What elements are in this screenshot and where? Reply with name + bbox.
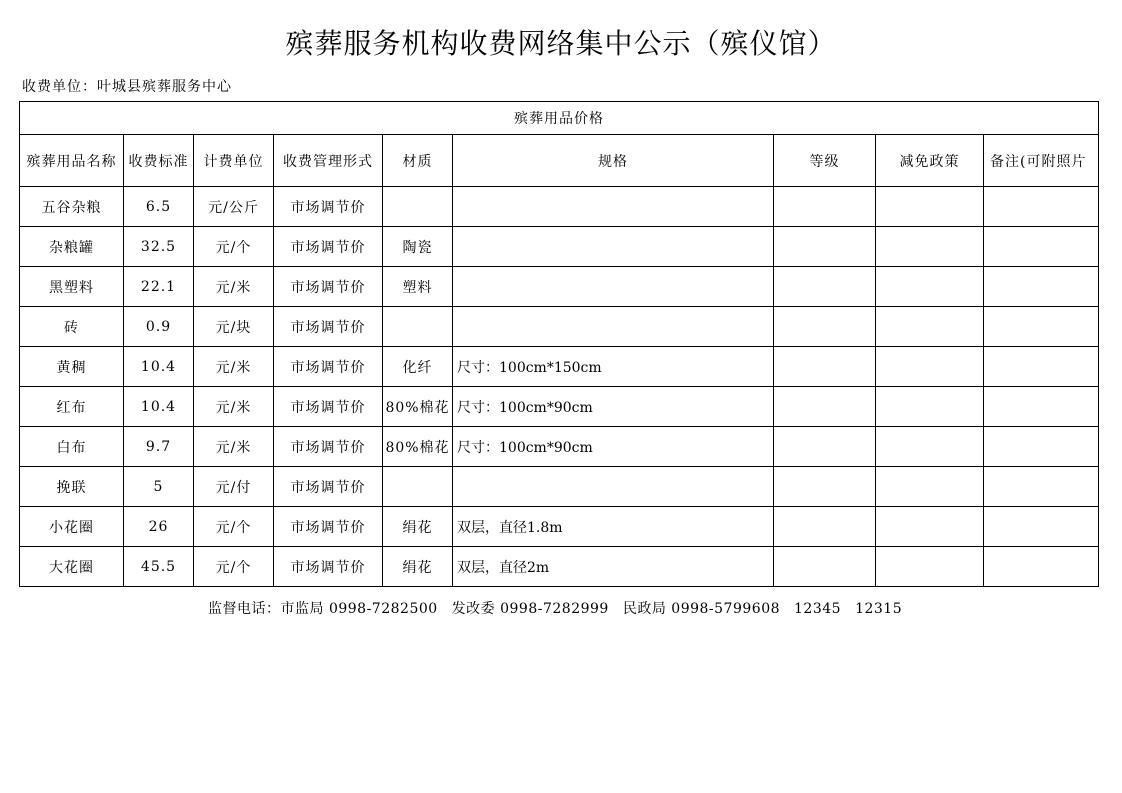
material-cell: 陶瓷 xyxy=(383,227,453,267)
material-cell xyxy=(383,467,453,507)
price-cell: 32.5 xyxy=(124,227,194,267)
hotline-item: 民政局 0998-5799608 xyxy=(622,601,781,617)
price-cell: 10.4 xyxy=(124,347,194,387)
billing-unit-cell: 元/个 xyxy=(194,547,274,587)
price-cell: 45.5 xyxy=(124,547,194,587)
item-name-cell: 黄稠 xyxy=(20,347,124,387)
header-cell: 备注(可附照片 xyxy=(984,135,1099,187)
material-cell: 80%棉花 xyxy=(383,427,453,467)
reduction-policy-cell xyxy=(876,507,984,547)
billing-unit-cell: 元/米 xyxy=(194,347,274,387)
hotline-item: 12315 xyxy=(855,601,903,617)
item-name-cell: 砖 xyxy=(20,307,124,347)
table-row xyxy=(20,387,1099,427)
material-cell xyxy=(383,307,453,347)
spec-cell: 尺寸：100cm*90cm xyxy=(453,427,774,467)
fee-table xyxy=(19,101,1099,587)
charging-unit xyxy=(22,76,232,96)
price-cell: 22.1 xyxy=(124,267,194,307)
material-cell: 塑料 xyxy=(383,267,453,307)
billing-unit-cell: 元/米 xyxy=(194,387,274,427)
management-form-cell: 市场调节价 xyxy=(274,427,383,467)
material-cell: 绢花 xyxy=(383,547,453,587)
item-name-cell: 挽联 xyxy=(20,467,124,507)
table-row xyxy=(20,347,1099,387)
remark-cell xyxy=(984,467,1099,507)
section-row xyxy=(20,102,1099,135)
material-cell: 80%棉花 xyxy=(383,387,453,427)
reduction-policy-cell xyxy=(876,467,984,507)
remark-cell xyxy=(984,267,1099,307)
billing-unit-cell: 元/米 xyxy=(194,427,274,467)
remark-cell xyxy=(984,307,1099,347)
header-cell: 材质 xyxy=(383,135,453,187)
spec-cell xyxy=(453,267,774,307)
reduction-policy-cell xyxy=(876,267,984,307)
remark-cell xyxy=(984,347,1099,387)
table-row xyxy=(20,227,1099,267)
item-name-cell: 杂粮罐 xyxy=(20,227,124,267)
page-title: 殡葬服务机构收费网络集中公示（殡仪馆） xyxy=(285,27,837,60)
remark-cell xyxy=(984,507,1099,547)
hotline-item: 发改委 0998-7282999 xyxy=(451,601,609,617)
spec-cell: 尺寸：100cm*150cm xyxy=(453,347,774,387)
grade-cell xyxy=(774,427,876,467)
spec-cell xyxy=(453,467,774,507)
spec-cell: 双层，直径1.8m xyxy=(453,507,774,547)
table-body xyxy=(20,187,1099,587)
reduction-policy-cell xyxy=(876,387,984,427)
price-cell: 5 xyxy=(124,467,194,507)
spec-cell: 双层，直径2m xyxy=(453,547,774,587)
supervision-hotlines xyxy=(208,598,916,618)
spec-cell xyxy=(453,227,774,267)
billing-unit-cell: 元/块 xyxy=(194,307,274,347)
remark-cell xyxy=(984,427,1099,467)
header-cell: 收费标准 xyxy=(124,135,194,187)
spec-cell xyxy=(453,187,774,227)
management-form-cell: 市场调节价 xyxy=(274,307,383,347)
grade-cell xyxy=(774,267,876,307)
grade-cell xyxy=(774,307,876,347)
charging-unit-label: 收费单位： xyxy=(22,79,97,95)
price-cell: 0.9 xyxy=(124,307,194,347)
header-cell: 计费单位 xyxy=(194,135,274,187)
charging-unit-name: 叶城县殡葬服务中心 xyxy=(97,79,232,95)
price-cell: 9.7 xyxy=(124,427,194,467)
reduction-policy-cell xyxy=(876,227,984,267)
remark-cell xyxy=(984,227,1099,267)
reduction-policy-cell xyxy=(876,347,984,387)
table-row xyxy=(20,467,1099,507)
item-name-cell: 黑塑料 xyxy=(20,267,124,307)
item-name-cell: 红布 xyxy=(20,387,124,427)
item-name-cell: 五谷杂粮 xyxy=(20,187,124,227)
billing-unit-cell: 元/付 xyxy=(194,467,274,507)
reduction-policy-cell xyxy=(876,187,984,227)
spec-cell: 尺寸：100cm*90cm xyxy=(453,387,774,427)
remark-cell xyxy=(984,387,1099,427)
grade-cell xyxy=(774,227,876,267)
reduction-policy-cell xyxy=(876,427,984,467)
price-cell: 26 xyxy=(124,507,194,547)
grade-cell xyxy=(774,467,876,507)
management-form-cell: 市场调节价 xyxy=(274,387,383,427)
billing-unit-cell: 元/米 xyxy=(194,267,274,307)
table-row xyxy=(20,307,1099,347)
grade-cell xyxy=(774,387,876,427)
header-cell: 减免政策 xyxy=(876,135,984,187)
billing-unit-cell: 元/个 xyxy=(194,507,274,547)
price-cell: 6.5 xyxy=(124,187,194,227)
management-form-cell: 市场调节价 xyxy=(274,507,383,547)
remark-cell xyxy=(984,187,1099,227)
header-row xyxy=(20,135,1099,187)
table-row xyxy=(20,187,1099,227)
header-cell: 殡葬用品名称 xyxy=(20,135,124,187)
section-title: 殡葬用品价格 xyxy=(20,102,1099,135)
material-cell xyxy=(383,187,453,227)
material-cell: 化纤 xyxy=(383,347,453,387)
reduction-policy-cell xyxy=(876,547,984,587)
table-row xyxy=(20,427,1099,467)
billing-unit-cell: 元/个 xyxy=(194,227,274,267)
item-name-cell: 大花圈 xyxy=(20,547,124,587)
management-form-cell: 市场调节价 xyxy=(274,227,383,267)
table-row xyxy=(20,547,1099,587)
hotline-item: 12345 xyxy=(794,601,842,617)
grade-cell xyxy=(774,187,876,227)
price-cell: 10.4 xyxy=(124,387,194,427)
management-form-cell: 市场调节价 xyxy=(274,467,383,507)
grade-cell xyxy=(774,507,876,547)
management-form-cell: 市场调节价 xyxy=(274,547,383,587)
table-row xyxy=(20,507,1099,547)
spec-cell xyxy=(453,307,774,347)
header-cell: 等级 xyxy=(774,135,876,187)
item-name-cell: 白布 xyxy=(20,427,124,467)
billing-unit-cell: 元/公斤 xyxy=(194,187,274,227)
header-cell: 收费管理形式 xyxy=(274,135,383,187)
management-form-cell: 市场调节价 xyxy=(274,347,383,387)
material-cell: 绢花 xyxy=(383,507,453,547)
hotline-item: 市监局 0998-7282500 xyxy=(280,601,438,617)
item-name-cell: 小花圈 xyxy=(20,507,124,547)
reduction-policy-cell xyxy=(876,307,984,347)
management-form-cell: 市场调节价 xyxy=(274,267,383,307)
management-form-cell: 市场调节价 xyxy=(274,187,383,227)
table-row xyxy=(20,267,1099,307)
grade-cell xyxy=(774,547,876,587)
header-cell: 规格 xyxy=(453,135,774,187)
remark-cell xyxy=(984,547,1099,587)
grade-cell xyxy=(774,347,876,387)
hotline-label: 监督电话： xyxy=(208,601,281,617)
